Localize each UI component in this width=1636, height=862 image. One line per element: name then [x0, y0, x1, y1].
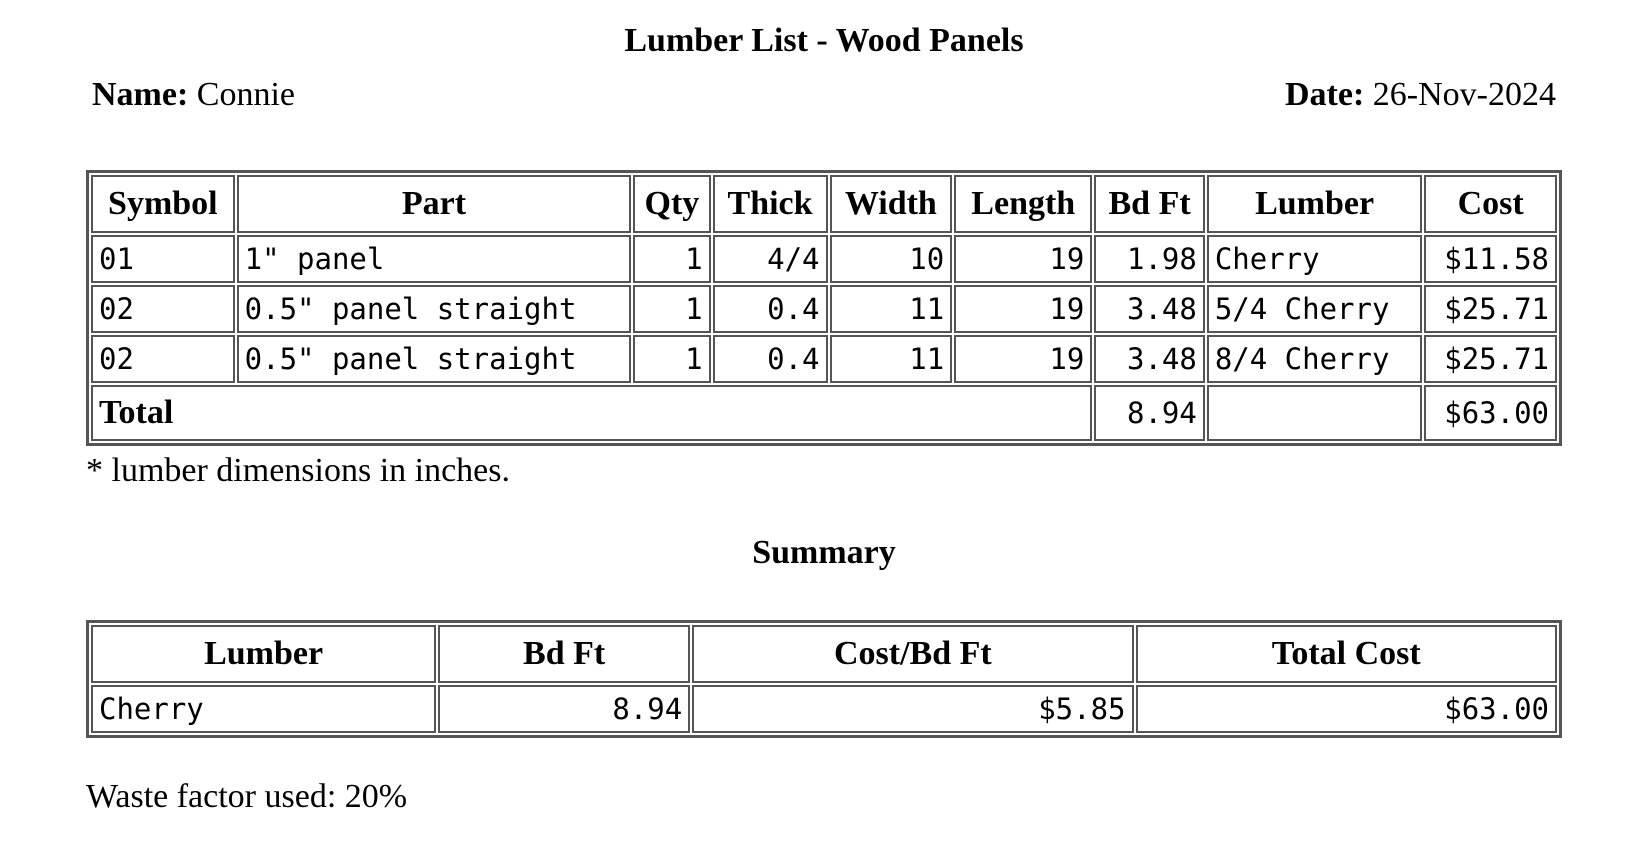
- summary-col-cost-per-bdft: Cost/Bd Ft: [692, 625, 1133, 683]
- col-header-thick: Thick: [713, 175, 828, 233]
- cell-thick: 0.4: [713, 285, 828, 333]
- cell-symbol: 02: [91, 335, 235, 383]
- col-header-length: Length: [954, 175, 1092, 233]
- name-value: Connie: [196, 76, 296, 113]
- summary-col-total-cost: Total Cost: [1136, 625, 1557, 683]
- total-row: [91, 385, 1557, 441]
- cell-symbol: 02: [91, 285, 235, 333]
- total-lumber: [1207, 385, 1423, 441]
- col-header-cost: Cost: [1424, 175, 1557, 233]
- cell-cost: $25.71: [1424, 335, 1557, 383]
- table-row: [91, 235, 1557, 283]
- summary-table: [86, 620, 1562, 738]
- cell-length: 19: [954, 235, 1092, 283]
- cell-lumber: Cherry: [1207, 235, 1423, 283]
- table-row: [91, 685, 1557, 733]
- col-header-part: Part: [237, 175, 632, 233]
- cell-lumber: 5/4 Cherry: [1207, 285, 1423, 333]
- summary-cell-bdft: 8.94: [438, 685, 690, 733]
- lumber-table-header-row: [91, 175, 1557, 233]
- cell-bdft: 3.48: [1094, 285, 1205, 333]
- col-header-width: Width: [830, 175, 953, 233]
- cell-bdft: 3.48: [1094, 335, 1205, 383]
- lumber-table: [86, 170, 1562, 446]
- table-row: [91, 285, 1557, 333]
- name-field: [92, 76, 295, 114]
- summary-cell-cost-per-bdft: $5.85: [692, 685, 1133, 733]
- dimensions-note: * lumber dimensions in inches.: [86, 452, 511, 489]
- col-header-symbol: Symbol: [91, 175, 235, 233]
- page-title: Lumber List - Wood Panels: [624, 22, 1024, 59]
- name-label: Name:: [92, 76, 189, 113]
- summary-col-lumber: Lumber: [91, 625, 436, 683]
- table-row: [91, 335, 1557, 383]
- cell-width: 11: [830, 285, 953, 333]
- date-label: Date:: [1285, 76, 1365, 113]
- date-field: [1285, 76, 1556, 114]
- cell-qty: 1: [633, 235, 710, 283]
- cell-width: 11: [830, 335, 953, 383]
- total-cost: $63.00: [1424, 385, 1557, 441]
- meta-row: [92, 76, 1556, 114]
- cell-part: 0.5" panel straight: [237, 285, 632, 333]
- cell-thick: 0.4: [713, 335, 828, 383]
- col-header-bdft: Bd Ft: [1094, 175, 1205, 233]
- summary-title: Summary: [752, 534, 896, 571]
- col-header-qty: Qty: [633, 175, 710, 233]
- cell-qty: 1: [633, 285, 710, 333]
- cell-part: 0.5" panel straight: [237, 335, 632, 383]
- date-value: 26-Nov-2024: [1372, 76, 1556, 113]
- cell-qty: 1: [633, 335, 710, 383]
- summary-cell-lumber: Cherry: [91, 685, 436, 733]
- total-label: Total: [91, 385, 1092, 441]
- cell-length: 19: [954, 335, 1092, 383]
- waste-factor: Waste factor used: 20%: [86, 778, 408, 815]
- summary-col-bdft: Bd Ft: [438, 625, 690, 683]
- cell-bdft: 1.98: [1094, 235, 1205, 283]
- col-header-lumber: Lumber: [1207, 175, 1423, 233]
- cell-symbol: 01: [91, 235, 235, 283]
- cell-cost: $11.58: [1424, 235, 1557, 283]
- cell-lumber: 8/4 Cherry: [1207, 335, 1423, 383]
- summary-cell-total-cost: $63.00: [1136, 685, 1557, 733]
- cell-thick: 4/4: [713, 235, 828, 283]
- summary-header-row: [91, 625, 1557, 683]
- cell-cost: $25.71: [1424, 285, 1557, 333]
- total-bdft: 8.94: [1094, 385, 1205, 441]
- cell-length: 19: [954, 285, 1092, 333]
- cell-width: 10: [830, 235, 953, 283]
- cell-part: 1" panel: [237, 235, 632, 283]
